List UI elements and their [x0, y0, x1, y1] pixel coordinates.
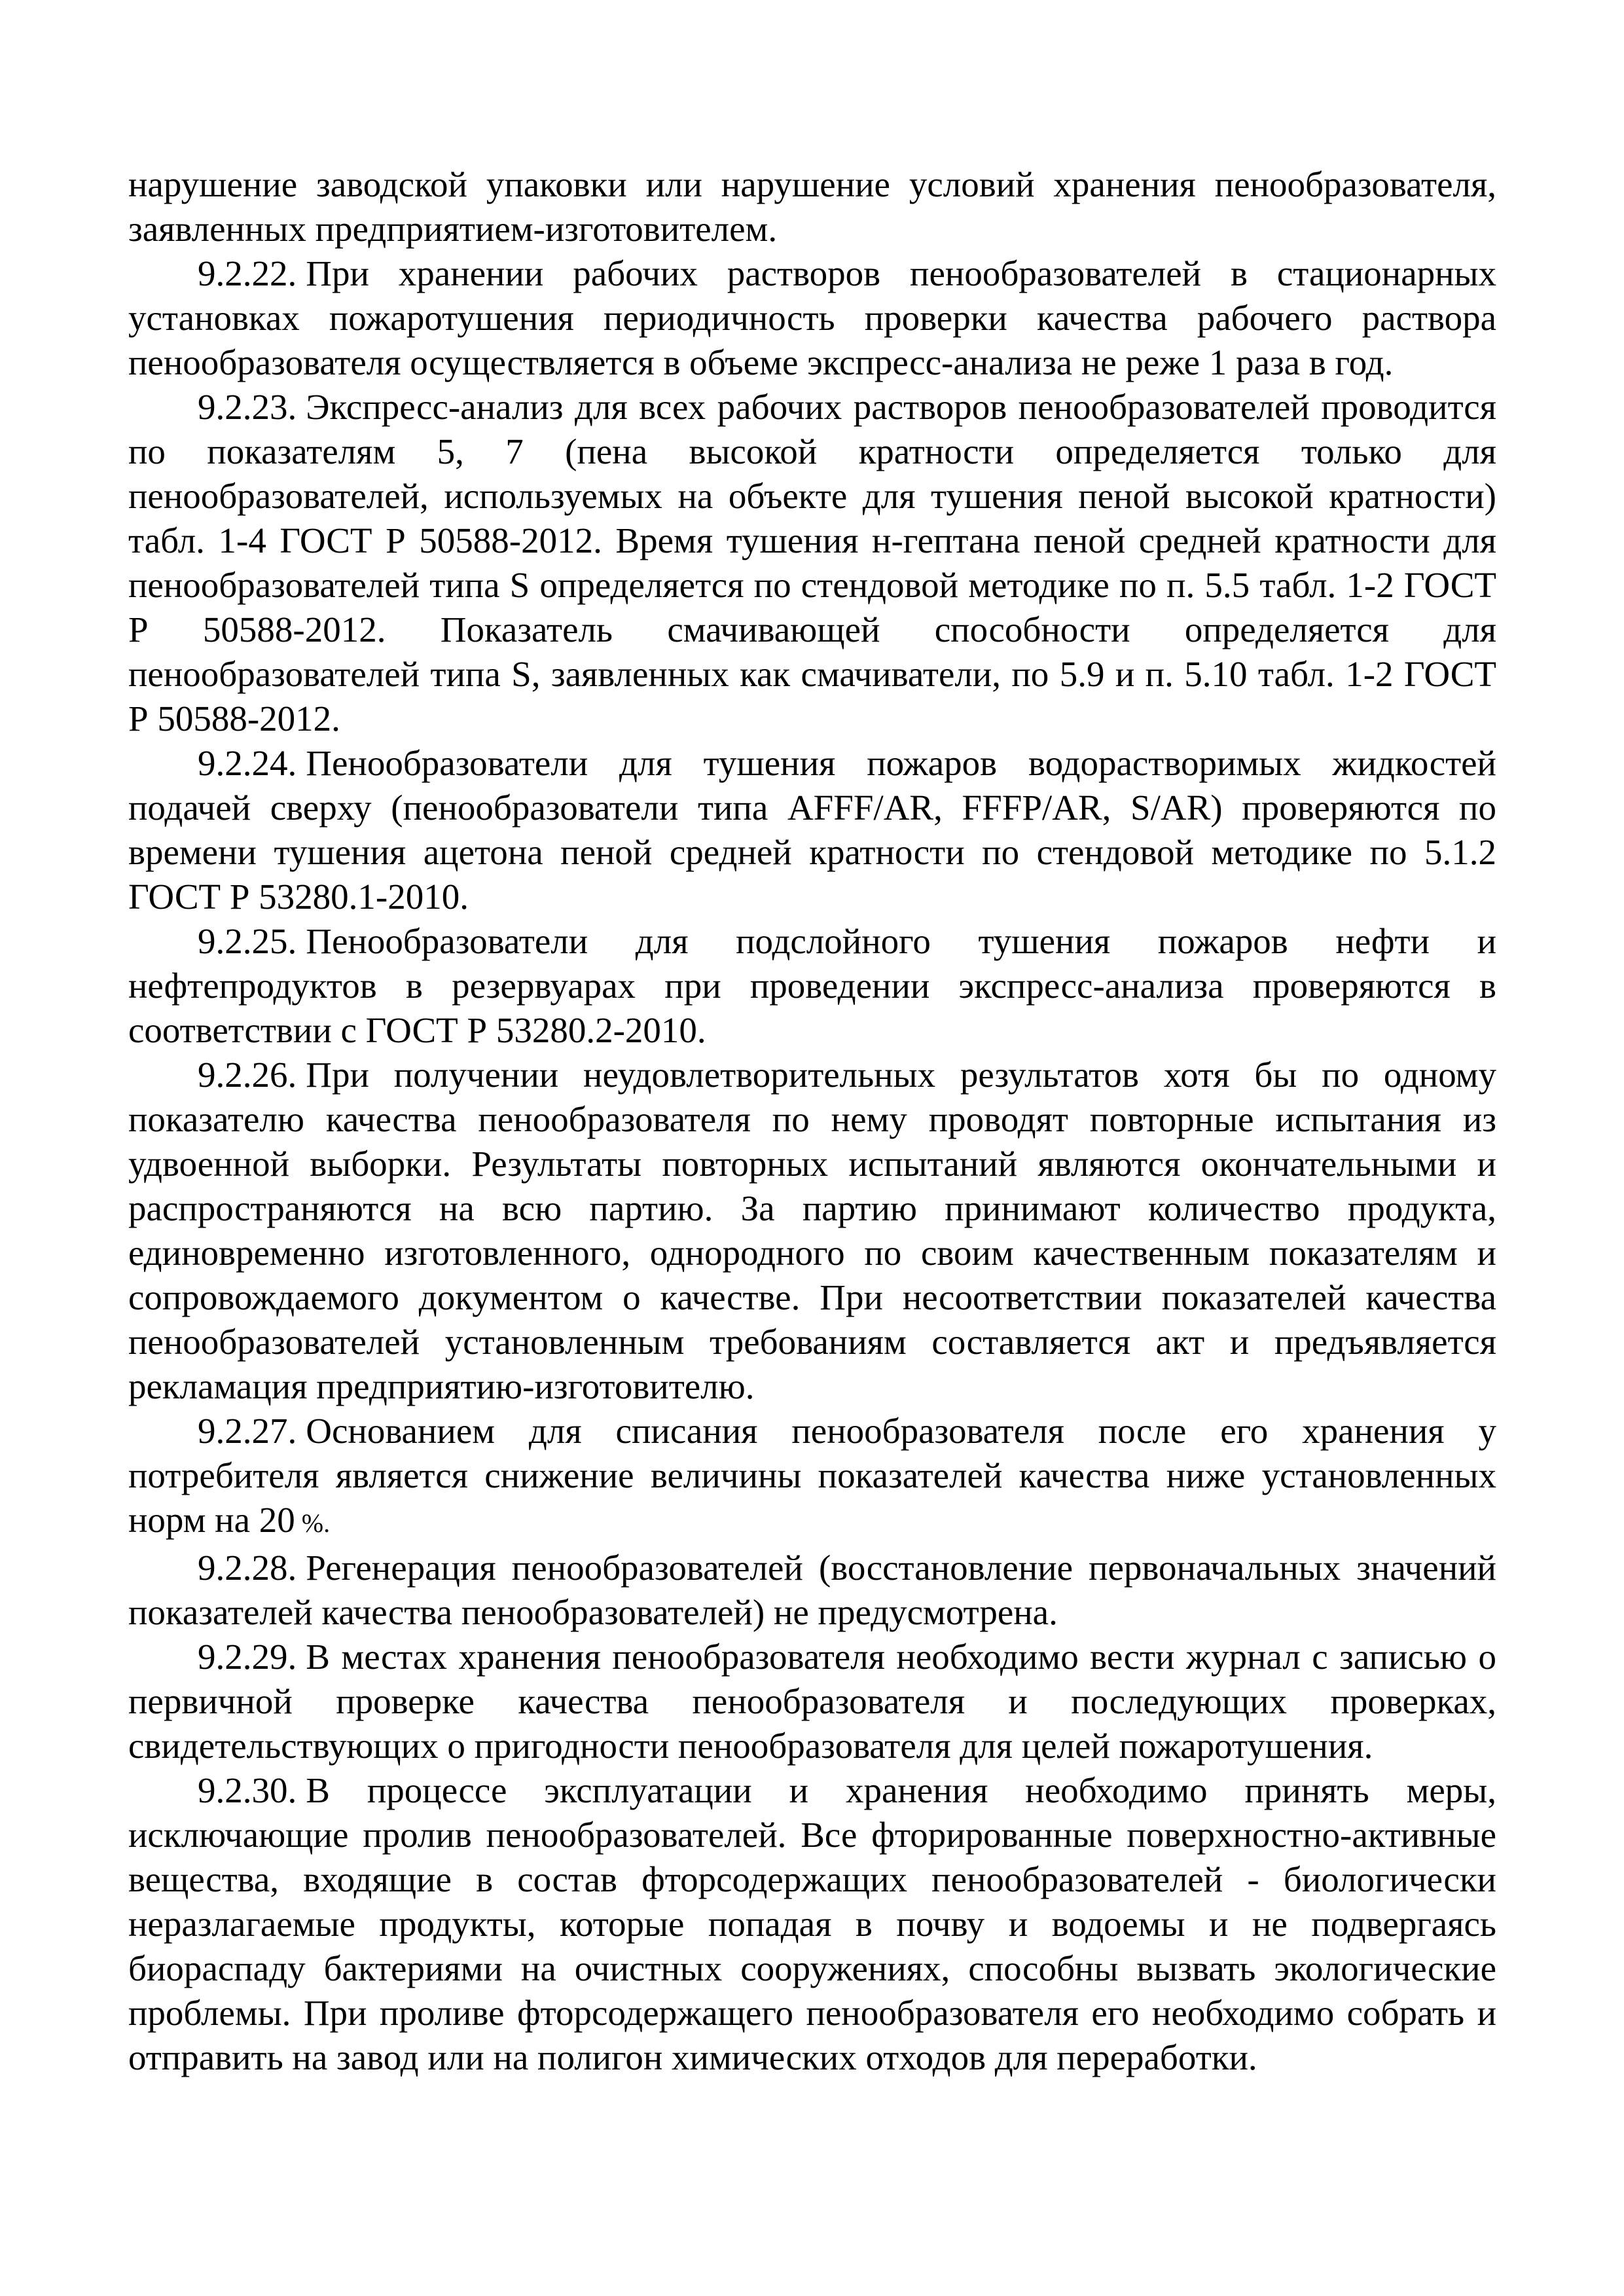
paragraph-text: При хранении рабочих растворов пенообразователей в стационарных установках пожаротушения периодичность проверки качества рабочего раствора пенообразователя осуществляется в объеме экспресс-анализа не реже 1 раза в год.	[128, 253, 1496, 382]
paragraph-number: 9.2.26.	[198, 1055, 297, 1095]
document-page	[128, 162, 1496, 2080]
paragraph-text: Регенерация пенообразователей (восстановление первоначальных значений показателей качества пенообразователей) не предусмотрена.	[128, 1548, 1496, 1632]
paragraph-9-2-29	[128, 1635, 1496, 1768]
paragraph-text: Пенообразователи для тушения пожаров водорастворимых жидкостей подачей сверху (пенообразователи типа AFFF/AR, FFFP/AR, S/AR) проверяются по времени тушения ацетона пеной средней кратности по стендовой методике по 5.1.2 ГОСТ Р 53280.1-2010.	[128, 743, 1496, 917]
paragraph-text: Основанием для списания пенообразователя после его хранения у потребителя является снижение величины показателей качества ниже установленных норм на 20	[128, 1411, 1496, 1540]
paragraph-number: 9.2.25.	[198, 921, 297, 961]
paragraph-9-2-24	[128, 741, 1496, 919]
paragraph-text: Экспресс-анализ для всех рабочих растворов пенообразователей проводится по показателям 5, 7 (пена высокой кратности определяется только для пенообразователей, используемых на объекте для тушения пеной высокой кратности) табл. 1-4 ГОСТ Р 50588-2012. Время тушения н-гептана пеной средней кратности для пенообразователей типа S определяется по стендовой методике по п. 5.5 табл. 1-2 ГОСТ Р 50588-2012. Показатель смачивающей способности определяется для пенообразователей типа S, заявленных как смачиватели, по 5.9 и п. 5.10 табл. 1-2 ГОСТ Р 50588-2012.	[128, 387, 1496, 738]
percent-sign: %.	[295, 1508, 331, 1538]
paragraph-number: 9.2.23.	[198, 387, 297, 427]
paragraph-number: 9.2.30.	[198, 1770, 297, 1810]
paragraph-9-2-28	[128, 1546, 1496, 1635]
paragraph-text: Пенообразователи для подслойного тушения пожаров нефти и нефтепродуктов в резервуарах при проведении экспресс-анализа проверяются в соответствии с ГОСТ Р 53280.2-2010.	[128, 921, 1496, 1050]
paragraph-9-2-23	[128, 385, 1496, 741]
paragraph-text: При получении неудовлетворительных результатов хотя бы по одному показателю качества пенообразователя по нему проводят повторные испытания из удвоенной выборки. Результаты повторных испытаний являются окончательными и распространяются на всю партию. За партию принимают количество продукта, единовременно изготовленного, однородного по своим качественным показателям и сопровождаемого документом о качестве. При несоответствии показателей качества пенообразователей установленным требованиям составляется акт и предъявляется рекламация предприятию-изготовителю.	[128, 1055, 1496, 1406]
paragraph-text: В местах хранения пенообразователя необходимо вести журнал с записью о первичной проверке качества пенообразователя и последующих проверках, свидетельствующих о пригодности пенообразователя для целей пожаротушения.	[128, 1637, 1496, 1766]
paragraph-continued	[128, 162, 1496, 251]
paragraph-9-2-26	[128, 1053, 1496, 1409]
paragraph-9-2-27	[128, 1409, 1496, 1546]
paragraph-number: 9.2.29.	[198, 1637, 297, 1677]
paragraph-9-2-25	[128, 919, 1496, 1053]
paragraph-text: В процессе эксплуатации и хранения необходимо принять меры, исключающие пролив пенообразователей. Все фторированные поверхностно-активные вещества, входящие в состав фторсодержащих пенообразователей - биологически неразлагаемые продукты, которые попадая в почву и водоемы и не подвергаясь биораспаду бактериями на очистных сооружениях, способны вызвать экологические проблемы. При проливе фторсодержащего пенообразователя его необходимо собрать и отправить на завод или на полигон химических отходов для переработки.	[128, 1770, 1496, 2077]
paragraph-number: 9.2.24.	[198, 743, 297, 783]
paragraph-9-2-30	[128, 1768, 1496, 2080]
paragraph-number: 9.2.28.	[198, 1548, 297, 1588]
paragraph-number: 9.2.22.	[198, 253, 297, 293]
paragraph-9-2-22	[128, 251, 1496, 385]
paragraph-number: 9.2.27.	[198, 1411, 297, 1451]
paragraph-text: нарушение заводской упаковки или нарушение условий хранения пенообразователя, заявленных предприятием-изготовителем.	[128, 164, 1496, 249]
